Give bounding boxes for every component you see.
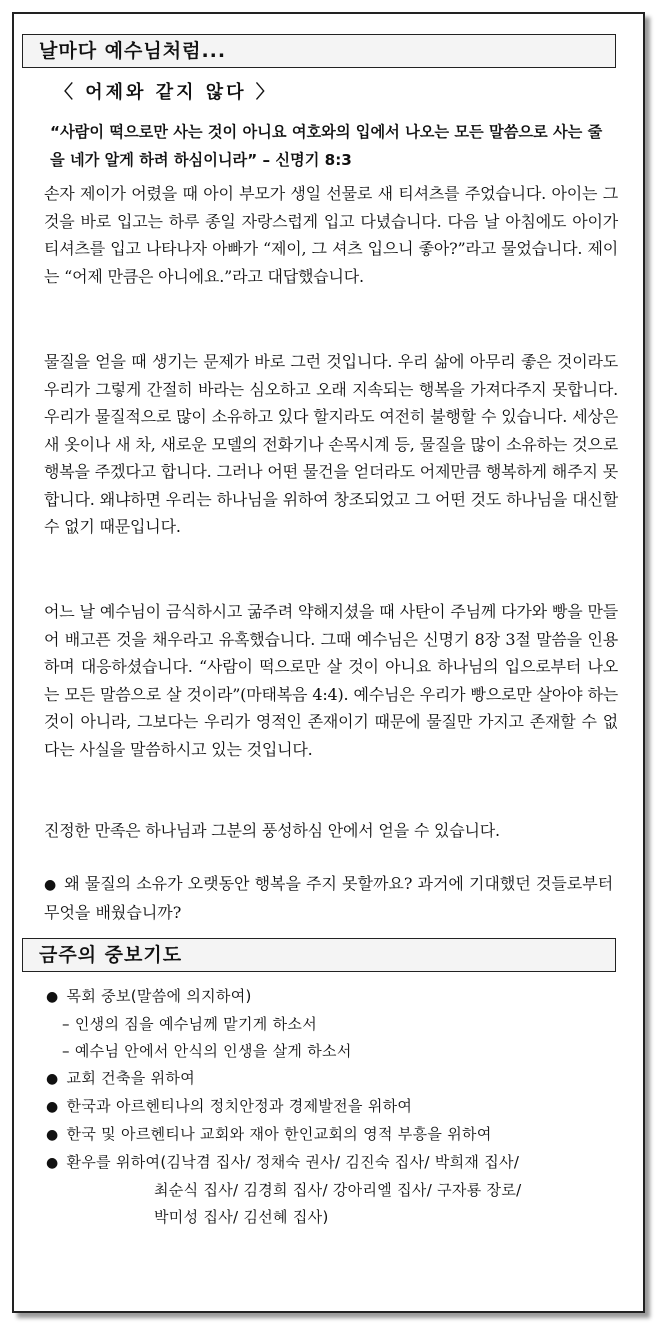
reflection-question	[44, 870, 618, 927]
bullet-icon: ●	[46, 1155, 59, 1171]
question-text: 왜 물질의 소유가 오랫동안 행복을 주지 못할까요? 과거에 기대했던 것들로부터 무엇을 배웠습니까?	[44, 874, 614, 922]
prayer-title: 금주의 중보기도	[39, 944, 183, 966]
bullet-icon: ●	[46, 1127, 59, 1143]
paragraph-1: 손자 제이가 어렸을 때 아이 부모가 생일 선물로 새 티셔츠를 주었습니다. 아이는 그것을 바로 입고는 하루 종일 자랑스럽게 입고 다녔습니다. 다음 날 아침에도 아이가 티셔츠를 입고 나타나자 아빠가 “제이, 그 셔츠 입으니 좋아?”라고 물었습니다. 제이는 “어제 만큼은 아니에요.”라고 대답했습니다.	[44, 184, 618, 286]
devotional-header	[22, 34, 616, 68]
paragraph-2: 물질을 얻을 때 생기는 문제가 바로 그런 것입니다. 우리 삶에 아무리 좋은 것이라도 우리가 그렇게 간절히 바라는 심오하고 오래 지속되는 행복을 가져다주지 못합니다. 우리가 물질적으로 많이 소유하고 있다 할지라도 여전히 불행할 수 있습니다. 세상은 새 옷이나 새 차, 새로운 모델의 전화기나 손목시계 등, 물질을 많이 소유하는 것으로 행복을 주겠다고 합니다. 그러나 어떤 물건을 얻더라도 어제만큼 행복하게 해주지 못합니다. 왜냐하면 우리는 하나님을 위하여 창조되었고 그 어떤 것도 하나님을 대신할 수 없기 때문입니다.	[44, 352, 618, 536]
bullet-icon: ●	[46, 1071, 59, 1087]
prayer-list	[46, 983, 621, 1231]
prayer-item: ● 환우를 위하여(김낙겸 집사/ 정채숙 권사/ 김진숙 집사/ 박희재 집사/	[46, 1153, 520, 1171]
prayer-item: ● 한국 및 아르헨티나 교회와 재아 한인교회의 영적 부흥을 위하여	[46, 1125, 492, 1143]
prayer-subitem: – 예수님 안에서 안식의 인생을 살게 하소서	[62, 1042, 352, 1060]
paragraph-4: 진정한 만족은 하나님과 그분의 풍성하심 안에서 얻을 수 있습니다.	[44, 821, 500, 840]
bullet-icon: ●	[44, 877, 57, 893]
prayer-header	[22, 938, 616, 972]
bullet-icon: ●	[46, 1099, 59, 1115]
scripture-verse: “사람이 떡으로만 사는 것이 아니요 여호와의 입에서 나오는 모든 말씀으로 사는 줄을 네가 알게 하려 하심이니라” – 신명기 8:3	[50, 123, 603, 169]
devotional-title: 날마다 예수님처럼...	[39, 40, 227, 62]
bullet-icon: ●	[46, 989, 59, 1005]
prayer-item: ● 교회 건축을 위하여	[46, 1069, 195, 1087]
paragraph-3: 어느 날 예수님이 금식하시고 굶주려 약해지셨을 때 사탄이 주님께 다가와 빵을 만들어 배고픈 것을 채우라고 유혹했습니다. 그때 예수님은 신명기 8장 3절 말씀을 인용하며 대응하셨습니다. “사람이 떡으로만 살 것이 아니요 하나님의 입으로부터 나오는 모든 말씀으로 살 것이라”(마태복음 4:4). 예수님은 우리가 빵으로만 살아야 하는 것이 아니라, 그보다는 우리가 영적인 존재이기 때문에 물질만 가지고 존재할 수 없다는 사실을 말씀하시고 있는 것입니다.	[44, 602, 618, 759]
prayer-item-continued: 최순식 집사/ 김경희 집사/ 강아리엘 집사/ 구자룡 장로/	[154, 1181, 522, 1199]
prayer-subitem: – 인생의 짐을 예수님께 맡기게 하소서	[62, 1015, 317, 1033]
devotional-subtitle: 〈 어제와 같지 않다 〉	[55, 82, 277, 103]
prayer-item: ● 목회 중보(말씀에 의지하여)	[46, 987, 252, 1005]
prayer-item-continued: 박미성 집사/ 김선혜 집사)	[154, 1208, 329, 1226]
prayer-item: ● 한국과 아르헨티나의 정치안정과 경제발전을 위하여	[46, 1097, 413, 1115]
